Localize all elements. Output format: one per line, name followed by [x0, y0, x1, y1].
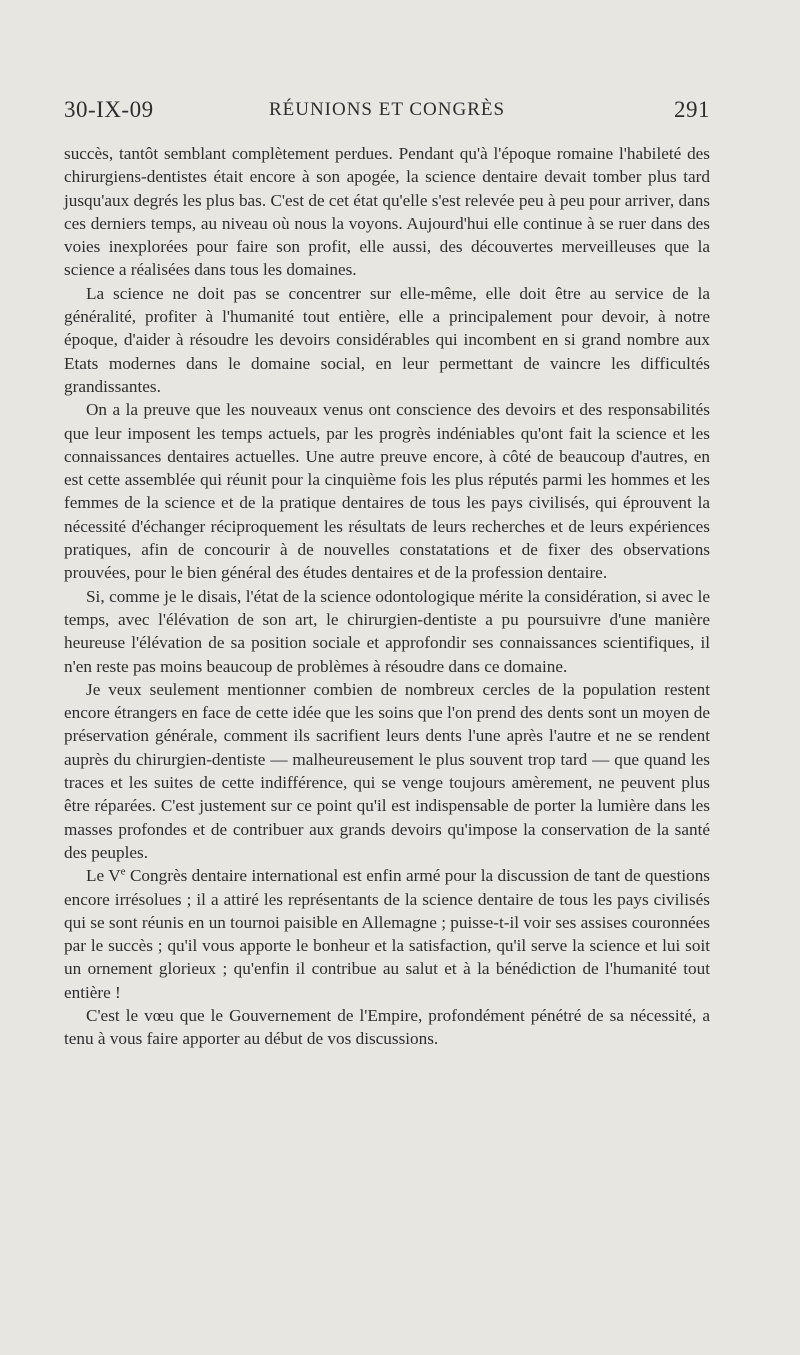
header-title: RÉUNIONS ET CONGRÈS — [268, 99, 506, 120]
congres-rest: Congrès dentaire international est enfin armé pour la discussion de tant de questions encore irrésolues ; il a attiré les représentants de la science dentaire de tous les pays civilisés qui se sont réunis en un tournoi paisible en Allemagne ; puisse-t-il voir ses assises couronnées par le succès ; qu'il vous apporte le bonheur et la satisfaction, qu'il serve la science et lui soit un ornement glorieux ; qu'enfin il contribue au salut et à la bénédiction de l'humanité tout entière ! — [64, 866, 710, 1002]
paragraph: Je veux seulement mentionner combien de nombreux cercles de la population restent encore étrangers en face de cette idée que les soins que l'on prend des dents sont un moyen de préservation générale, comment ils sacrifient leurs dents l'une après l'autre et ne se rendent auprès du chirurgien-dentiste — malheureusement le plus souvent trop tard — que quand les traces et les suites de cette indifférence, qui se venge toujours amèrement, ne peuvent plus être réparées. C'est justement sur ce point qu'il est indispensable de porter la lumière dans les masses profondes et de contribuer aux grands devoirs qu'impose la conservation de la santé des peuples. — [64, 679, 710, 862]
paragraph: On a la preuve que les nouveaux venus ont conscience des devoirs et des responsabilités que leur imposent les temps actuels, par les progrès indéniables qu'ont fait la science et les connaissances dentaires actuelles. Une autre preuve encore, à côté de beaucoup d'autres, en est cette assemblée qui réunit pour la cinquième fois les plus réputés parmi les hommes et les femmes de la science et de la pratique dentaires de tous les pays civilisés, qui éprouvent la nécessité d'échanger réciproquement les résultats de leurs recherches et de leurs expériences pratiques, afin de concourir à de nouvelles constatations et de fixer des observations prouvées, pour le bien général des études dentaires et de la profession dentaire. — [64, 400, 710, 583]
superscript: e — [120, 865, 126, 878]
paragraph: succès, tantôt semblant complètement perdues. Pendant qu'à l'époque romaine l'habileté des chirurgiens-dentistes était encore à son apogée, la science dentaire devait tomber plus tard jusqu'aux degrés les plus bas. C'est de cet état qu'elle s'est relevée peu à peu pour arriver, dans ces derniers temps, au niveau où nous la voyons. Aujourd'hui elle continue à se ruer dans des voies inexplorées pour faire son profit, elle aussi, des découvertes merveilleuses que la science a réalisées dans tous les domaines. — [64, 144, 710, 280]
paragraph: La science ne doit pas se concentrer sur elle-même, elle doit être au service de la généralité, profiter à l'humanité tout entière, elle a principalement pour devoir, à notre époque, d'aider à résoudre les devoirs considérables qui incombent en si grand nombre aux Etats modernes dans le domaine social, en leur permettant de vaincre les difficultés grandissantes. — [64, 283, 710, 396]
paragraph-congres — [64, 864, 710, 1004]
paragraph: C'est le vœu que le Gouvernement de l'Empire, profondément pénétré de sa nécessité, a tenu à vous faire apporter au début de vos discussions. — [64, 1005, 710, 1049]
header-date: 30-IX-09 — [64, 97, 154, 122]
paragraph: Si, comme je le disais, l'état de la science odontologique mérite la considération, si avec le temps, avec l'élévation de son art, le chirurgien-dentiste a pu poursuivre d'une manière heureuse l'élévation de sa position sociale et approfondir ses connaissances scientifiques, il n'en reste pas moins beaucoup de problèmes à résoudre dans ce domaine. — [64, 586, 710, 676]
congres-lead: Le V — [86, 866, 121, 886]
body-text — [64, 142, 710, 1051]
running-header — [64, 97, 710, 131]
page-number: 291 — [674, 97, 710, 122]
